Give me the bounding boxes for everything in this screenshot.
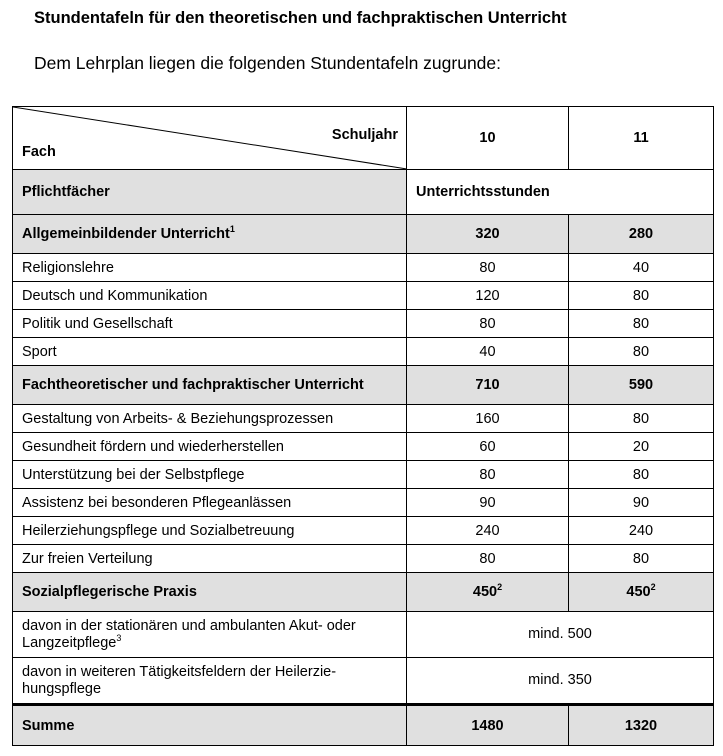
table-row [13,489,714,517]
allg-label: Allgemeinbildender Unterricht [22,226,230,242]
row-label-line2: Langzeitpflege [22,634,117,651]
fach-v1: 710 [407,366,569,405]
row-label: Politik und Gesellschaft [13,310,407,338]
page-title: Stundentafeln für den theoretischen und fachpraktischen Unterricht [34,9,567,27]
row-v2: 20 [569,433,714,461]
intro-text: Dem Lehrplan liegen die folgenden Stundentafeln zugrunde: [34,53,502,73]
praxis-v1-cell [407,573,569,612]
footnote-3: 3 [116,632,122,643]
table-row [13,254,714,282]
praxis-v2-cell [569,573,714,612]
row-v1: 80 [407,254,569,282]
row-label: Unterstützung bei der Selbstpflege [13,461,407,489]
summe-v2: 1320 [569,705,714,746]
row-v1: 40 [407,338,569,366]
footnote-2: 2 [650,582,656,592]
pflicht-row [13,170,714,215]
row-v2: 90 [569,489,714,517]
row-label-line1: davon in der stationären und ambulanten Akut- oder [22,617,356,634]
praxis-label: Sozialpflegerische Praxis [13,573,407,612]
row-v2: 240 [569,517,714,545]
row-v2: 80 [569,338,714,366]
unit-label: Unterrichtsstunden [407,170,714,215]
row-v1: 80 [407,545,569,573]
row-v2: 40 [569,254,714,282]
row-v1: 90 [407,489,569,517]
pflicht-label: Pflichtfächer [13,170,407,215]
row-v2: 80 [569,282,714,310]
table-row [13,612,714,658]
allg-v2: 280 [569,215,714,254]
table-row [13,517,714,545]
footnote-2: 2 [497,582,503,592]
schuljahr-label: Schuljahr [331,127,398,143]
row-label: Sport [13,338,407,366]
row-v1: 80 [407,461,569,489]
row-v1: 80 [407,310,569,338]
row-label [13,658,407,705]
allg-label-cell [13,215,407,254]
table-row [13,310,714,338]
row-label: Heilerziehungspflege und Sozialbetreuung [13,517,407,545]
allg-row [13,215,714,254]
row-label: Deutsch und Kommunikation [13,282,407,310]
year-11-header: 11 [569,107,714,170]
summe-label: Summe [13,705,407,746]
row-value: mind. 350 [407,658,714,705]
table-row [13,433,714,461]
row-v2: 80 [569,310,714,338]
praxis-v1: 450 [472,584,498,600]
row-label: Gestaltung von Arbeits- & Beziehungsprozessen [13,405,407,433]
row-label: Religionslehre [13,254,407,282]
row-label: Gesundheit fördern und wiederherstellen [13,433,407,461]
allg-v1: 320 [407,215,569,254]
summe-row [13,705,714,746]
footnote-1: 1 [229,224,235,234]
table-row [13,461,714,489]
table-row [13,545,714,573]
row-v1: 60 [407,433,569,461]
table-row [13,338,714,366]
row-v1: 120 [407,282,569,310]
header-row [13,107,714,170]
table-row [13,405,714,433]
row-label [13,612,407,658]
table-row [13,658,714,705]
row-label-line1: davon in weiteren Tätigkeitsfeldern der Heilerzie- [22,663,337,680]
year-10-header: 10 [407,107,569,170]
stundentafel-table [12,106,714,746]
praxis-row [13,573,714,612]
row-v2: 80 [569,461,714,489]
row-v1: 160 [407,405,569,433]
fach-label: Fach [22,144,56,160]
header-diagonal-cell [13,107,407,170]
row-label: Assistenz bei besonderen Pflegeanlässen [13,489,407,517]
table-row [13,282,714,310]
row-label: Zur freien Verteilung [13,545,407,573]
row-v1: 240 [407,517,569,545]
praxis-v2: 450 [626,584,651,600]
fach-v2: 590 [569,366,714,405]
row-v2: 80 [569,405,714,433]
row-label-line2: hungspflege [22,680,102,697]
fach-row [13,366,714,405]
fach-label: Fachtheoretischer und fachpraktischer Unterricht [13,366,407,405]
row-value: mind. 500 [407,612,714,658]
summe-v1: 1480 [407,705,569,746]
row-v2: 80 [569,545,714,573]
